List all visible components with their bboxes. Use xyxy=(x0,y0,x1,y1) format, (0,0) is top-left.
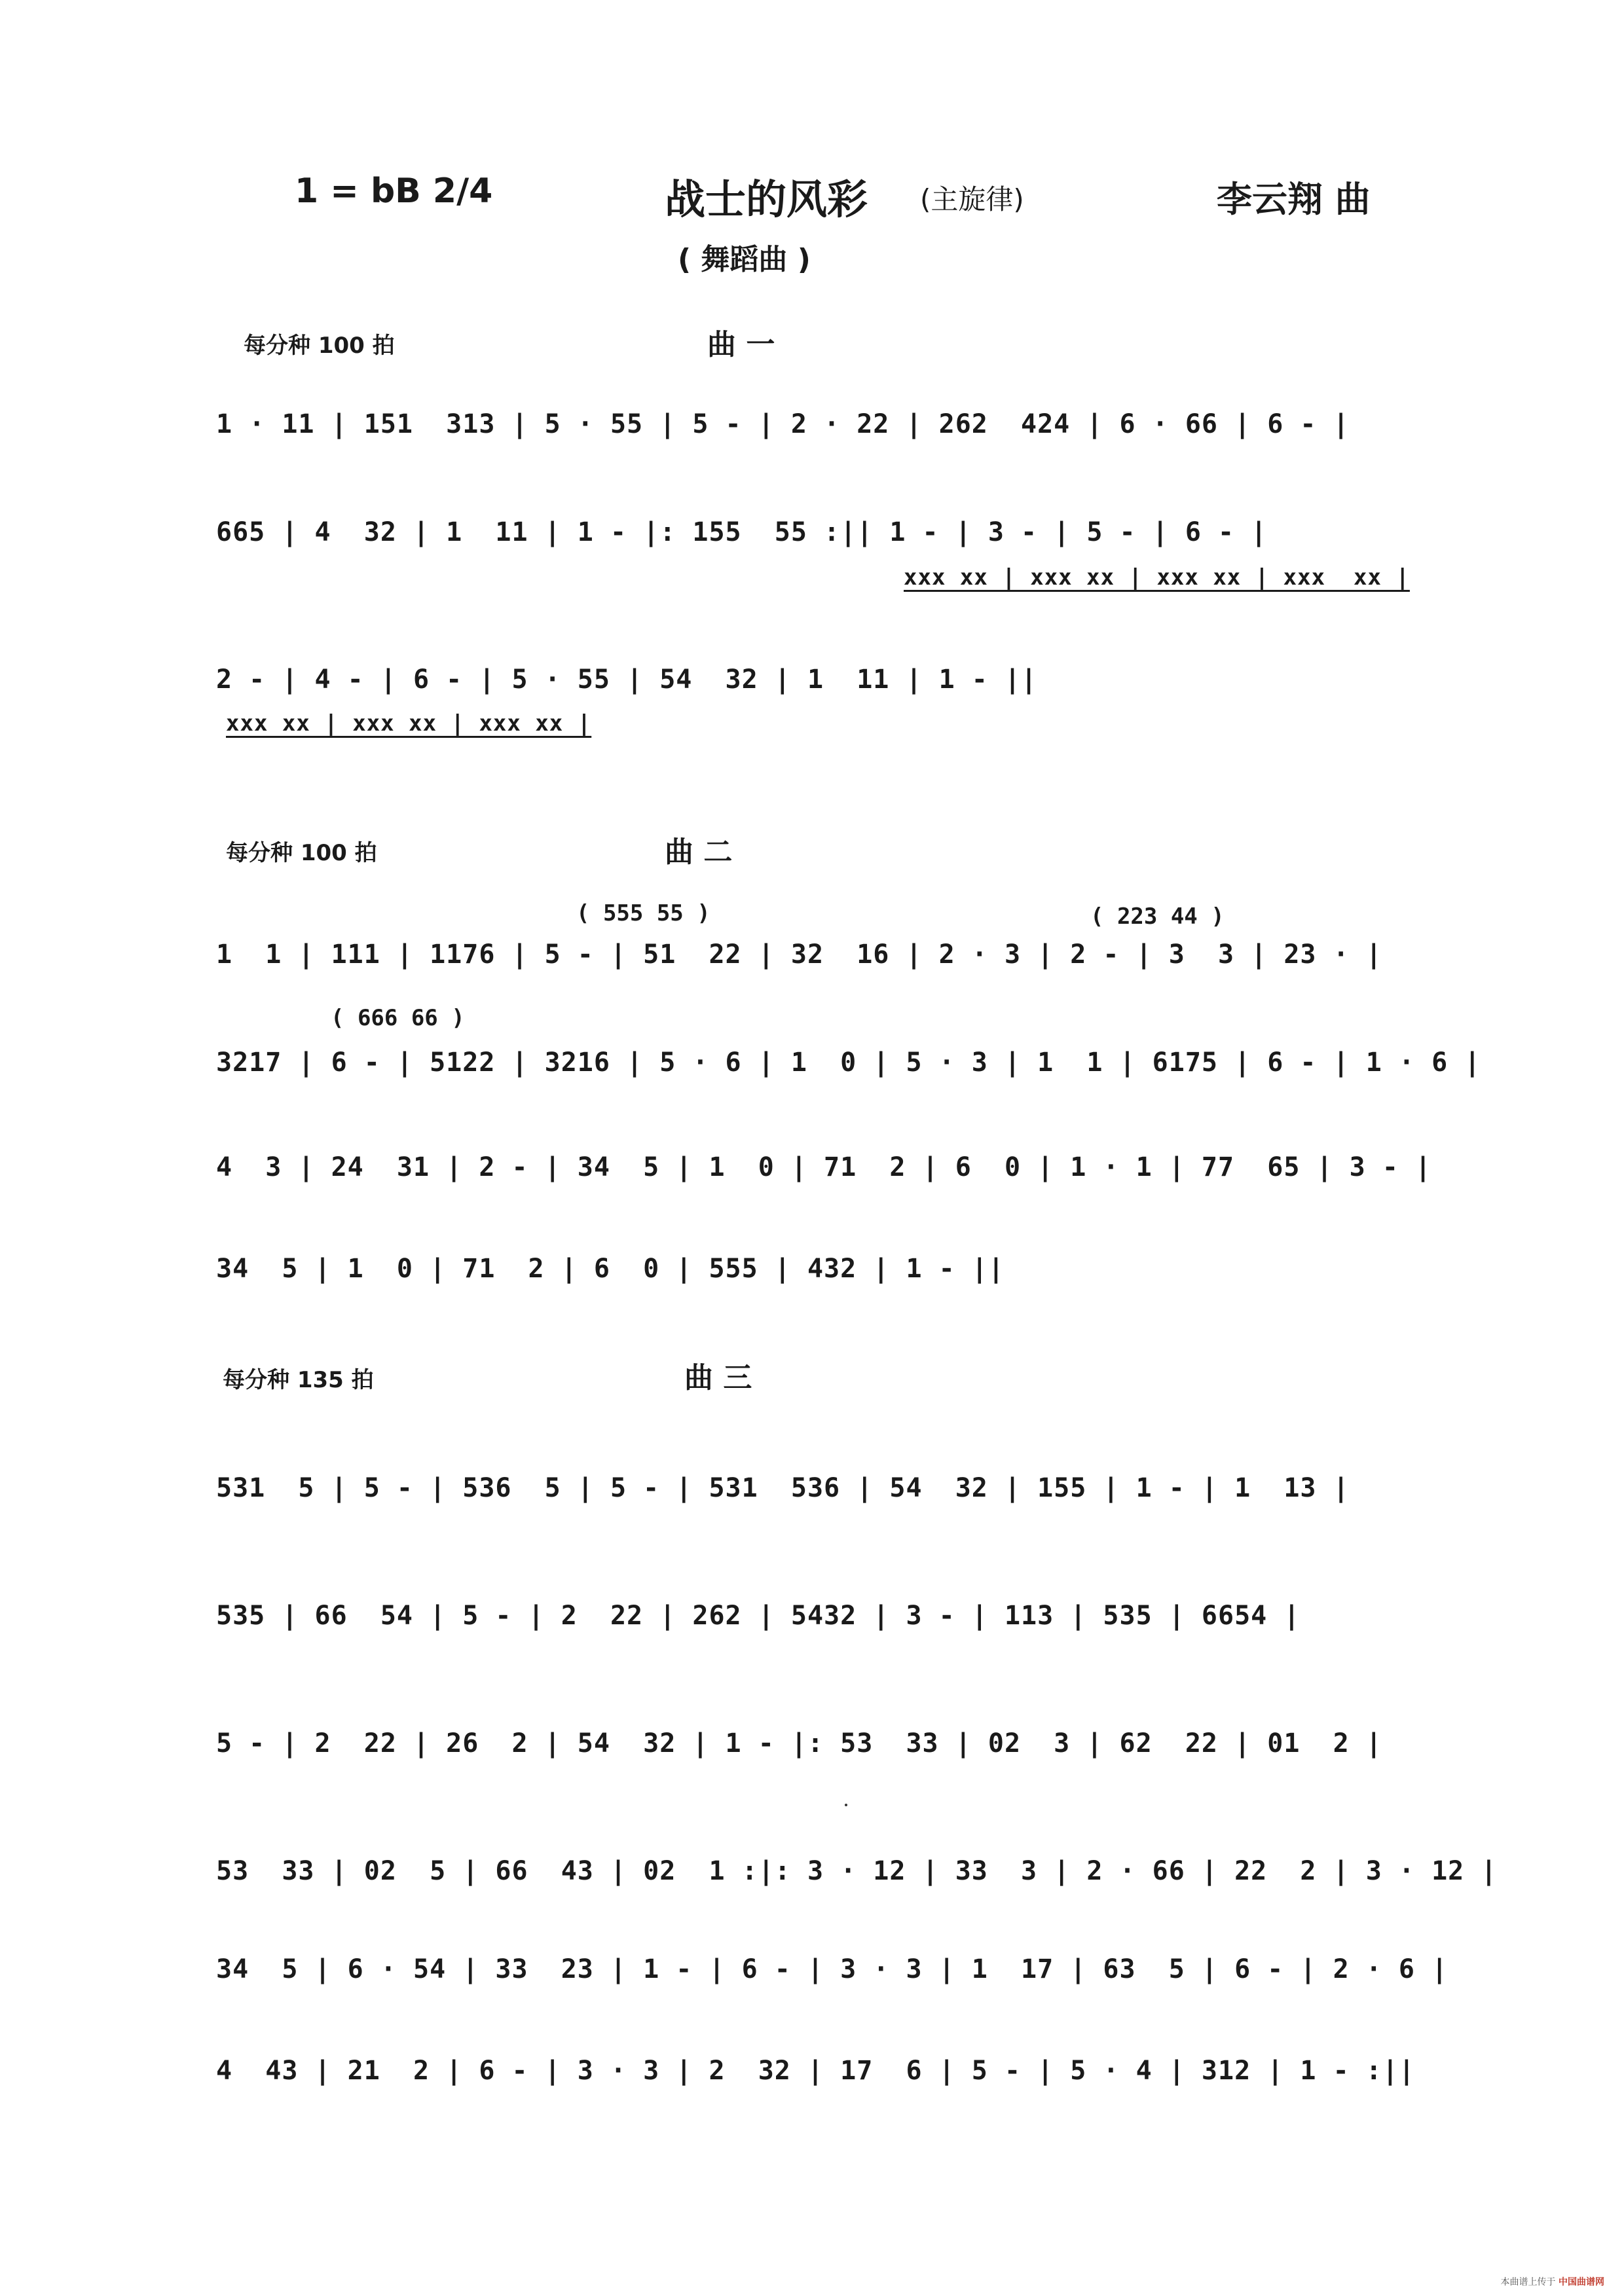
subtitle: (主旋律) xyxy=(920,183,1024,215)
annotation: ( 666 66 ) xyxy=(331,1005,465,1031)
section-title-3: 曲 三 xyxy=(684,1361,752,1394)
footer-text: 本曲谱上传于 xyxy=(1500,2277,1556,2287)
site-logo: 中国曲谱网 xyxy=(1559,2277,1604,2287)
composer: 李云翔 曲 xyxy=(1217,179,1371,220)
tempo-label-3: 每分种 135 拍 xyxy=(223,1367,374,1393)
genre-label: ( 舞蹈曲 ) xyxy=(678,243,811,276)
key-signature: 1 = bB 2/4 xyxy=(295,172,493,211)
rhythm-line: xxx xx | xxx xx | xxx xx | xyxy=(226,710,592,737)
score-line: 34 5 | 6 · 54 | 33 23 | 1 - | 6 - | 3 · 3 | 1 17 | 63 5 | 6 - | 2 · 6 | xyxy=(216,1954,1449,1984)
tempo-label-1: 每分种 100 拍 xyxy=(244,333,395,359)
page-title: 战士的风彩 xyxy=(665,175,868,223)
annotation: ( 555 55 ) xyxy=(576,900,710,926)
margin-dot xyxy=(845,1804,847,1806)
score-line: 2 - | 4 - | 6 - | 5 · 55 | 54 32 | 1 11 | 1 - || xyxy=(216,665,1038,695)
score-line: 34 5 | 1 0 | 71 2 | 6 0 | 555 | 432 | 1 - || xyxy=(216,1254,1005,1284)
tempo-label-2: 每分种 100 拍 xyxy=(226,840,377,866)
score-line: 1 1 | 111 | 1176 | 5 - | 51 22 | 32 16 | 2 · 3 | 2 - | 3 3 | 23 · | xyxy=(216,939,1382,970)
score-line: 4 3 | 24 31 | 2 - | 34 5 | 1 0 | 71 2 | 6 0 | 1 · 1 | 77 65 | 3 - | xyxy=(216,1152,1432,1182)
score-line: 53 33 | 02 5 | 66 43 | 02 1 :|: 3 · 12 | 33 3 | 2 · 66 | 22 2 | 3 · 12 | xyxy=(216,1856,1498,1886)
footer-watermark xyxy=(1501,2275,1604,2288)
annotation: ( 223 44 ) xyxy=(1090,903,1225,930)
score-line: 3217 | 6 - | 5122 | 3216 | 5 · 6 | 1 0 | 5 · 3 | 1 1 | 6175 | 6 - | 1 · 6 | xyxy=(216,1048,1481,1078)
section-title-1: 曲 一 xyxy=(707,328,775,361)
score-line: 531 5 | 5 - | 536 5 | 5 - | 531 536 | 54 32 | 155 | 1 - | 1 13 | xyxy=(216,1473,1350,1503)
score-line: 1 · 11 | 151 313 | 5 · 55 | 5 - | 2 · 22 | 262 424 | 6 · 66 | 6 - | xyxy=(216,409,1350,439)
section-title-2: 曲 二 xyxy=(665,835,733,869)
score-line: 5 - | 2 22 | 26 2 | 54 32 | 1 - |: 53 33 | 02 3 | 62 22 | 01 2 | xyxy=(216,1728,1382,1758)
score-line: 535 | 66 54 | 5 - | 2 22 | 262 | 5432 | 3 - | 113 | 535 | 6654 | xyxy=(216,1601,1301,1631)
score-line: 4 43 | 21 2 | 6 - | 3 · 3 | 2 32 | 17 6 | 5 - | 5 · 4 | 312 | 1 - :|| xyxy=(216,2056,1415,2086)
rhythm-line: xxx xx | xxx xx | xxx xx | xxx xx | xyxy=(904,564,1410,591)
score-line: 665 | 4 32 | 1 11 | 1 - |: 155 55 :|| 1 - | 3 - | 5 - | 6 - | xyxy=(216,517,1268,547)
